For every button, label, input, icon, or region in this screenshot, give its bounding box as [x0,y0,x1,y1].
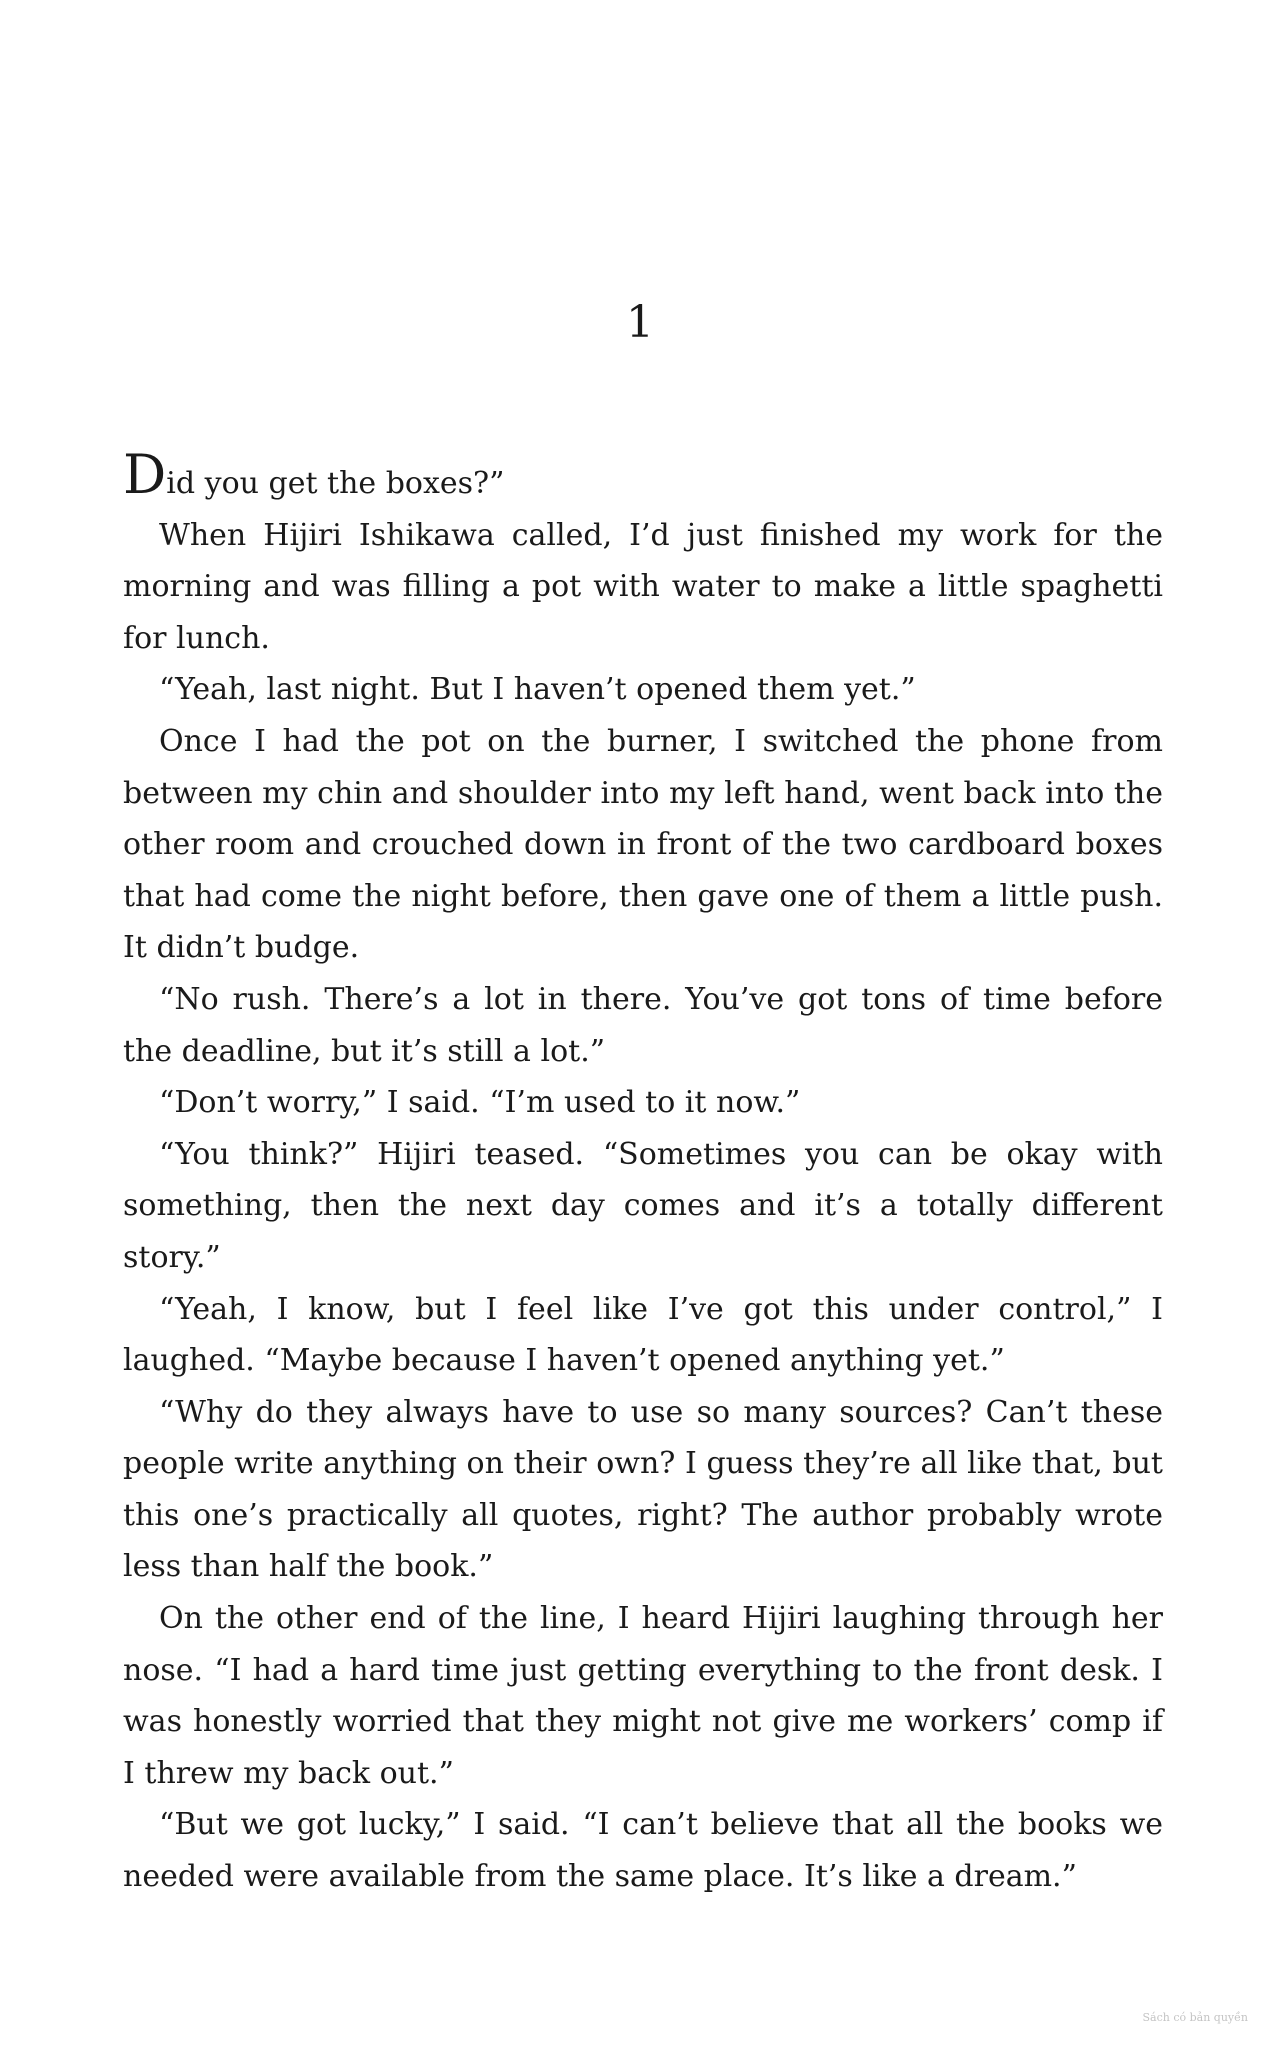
paragraph: “No rush. There’s a lot in there. You’ve got tons of time before the deadline, but it’s still a lot.” [123,981,1163,1069]
paragraph: “Yeah, last night. But I haven’t opened them yet.” [159,672,916,708]
drop-initial: D [123,443,167,506]
paragraph: “Yeah, I know, but I feel like I’ve got this under control,” I laughed. “Maybe because I haven’t opened anything yet.” [123,1291,1163,1379]
opening-paragraph [123,443,1163,510]
paragraph: Once I had the pot on the burner, I switched the phone from between my chin and shoulder into my left hand, went back into the other room and crouched down in front of the two cardboard boxes that had come the night before, then gave one of them a little push. It didn’t budge. [123,723,1163,966]
copyright-watermark: Sách có bản quyền [1142,2011,1248,2024]
paragraph: “Why do they always have to use so many sources? Can’t these people write anything on their own? I guess they’re all like that, but this one’s practically all quotes, right? The author probably wrote less than half the book.” [123,1394,1163,1585]
paragraph: “You think?” Hijiri teased. “Sometimes you can be okay with something, then the next day comes and it’s a totally different story.” [123,1136,1163,1275]
paragraph: On the other end of the line, I heard Hijiri laughing through her nose. “I had a hard time just getting everything to the front desk. I was honestly worried that they might not give me workers’ comp if I threw my back out.” [123,1601,1163,1791]
chapter-body [123,443,1163,1903]
chapter-number: 1 [626,297,654,348]
paragraph: “Don’t worry,” I said. “I’m used to it now.” [159,1085,801,1121]
paragraph: “But we got lucky,” I said. “I can’t believe that all the books we needed were available from the same place. It’s like a dream.” [123,1807,1163,1895]
opening-text: id you get the boxes?” [166,466,505,501]
paragraph: When Hijiri Ishikawa called, I’d just finished my work for the morning and was filling a pot with water to make a little spaghetti for lunch. [123,517,1163,656]
